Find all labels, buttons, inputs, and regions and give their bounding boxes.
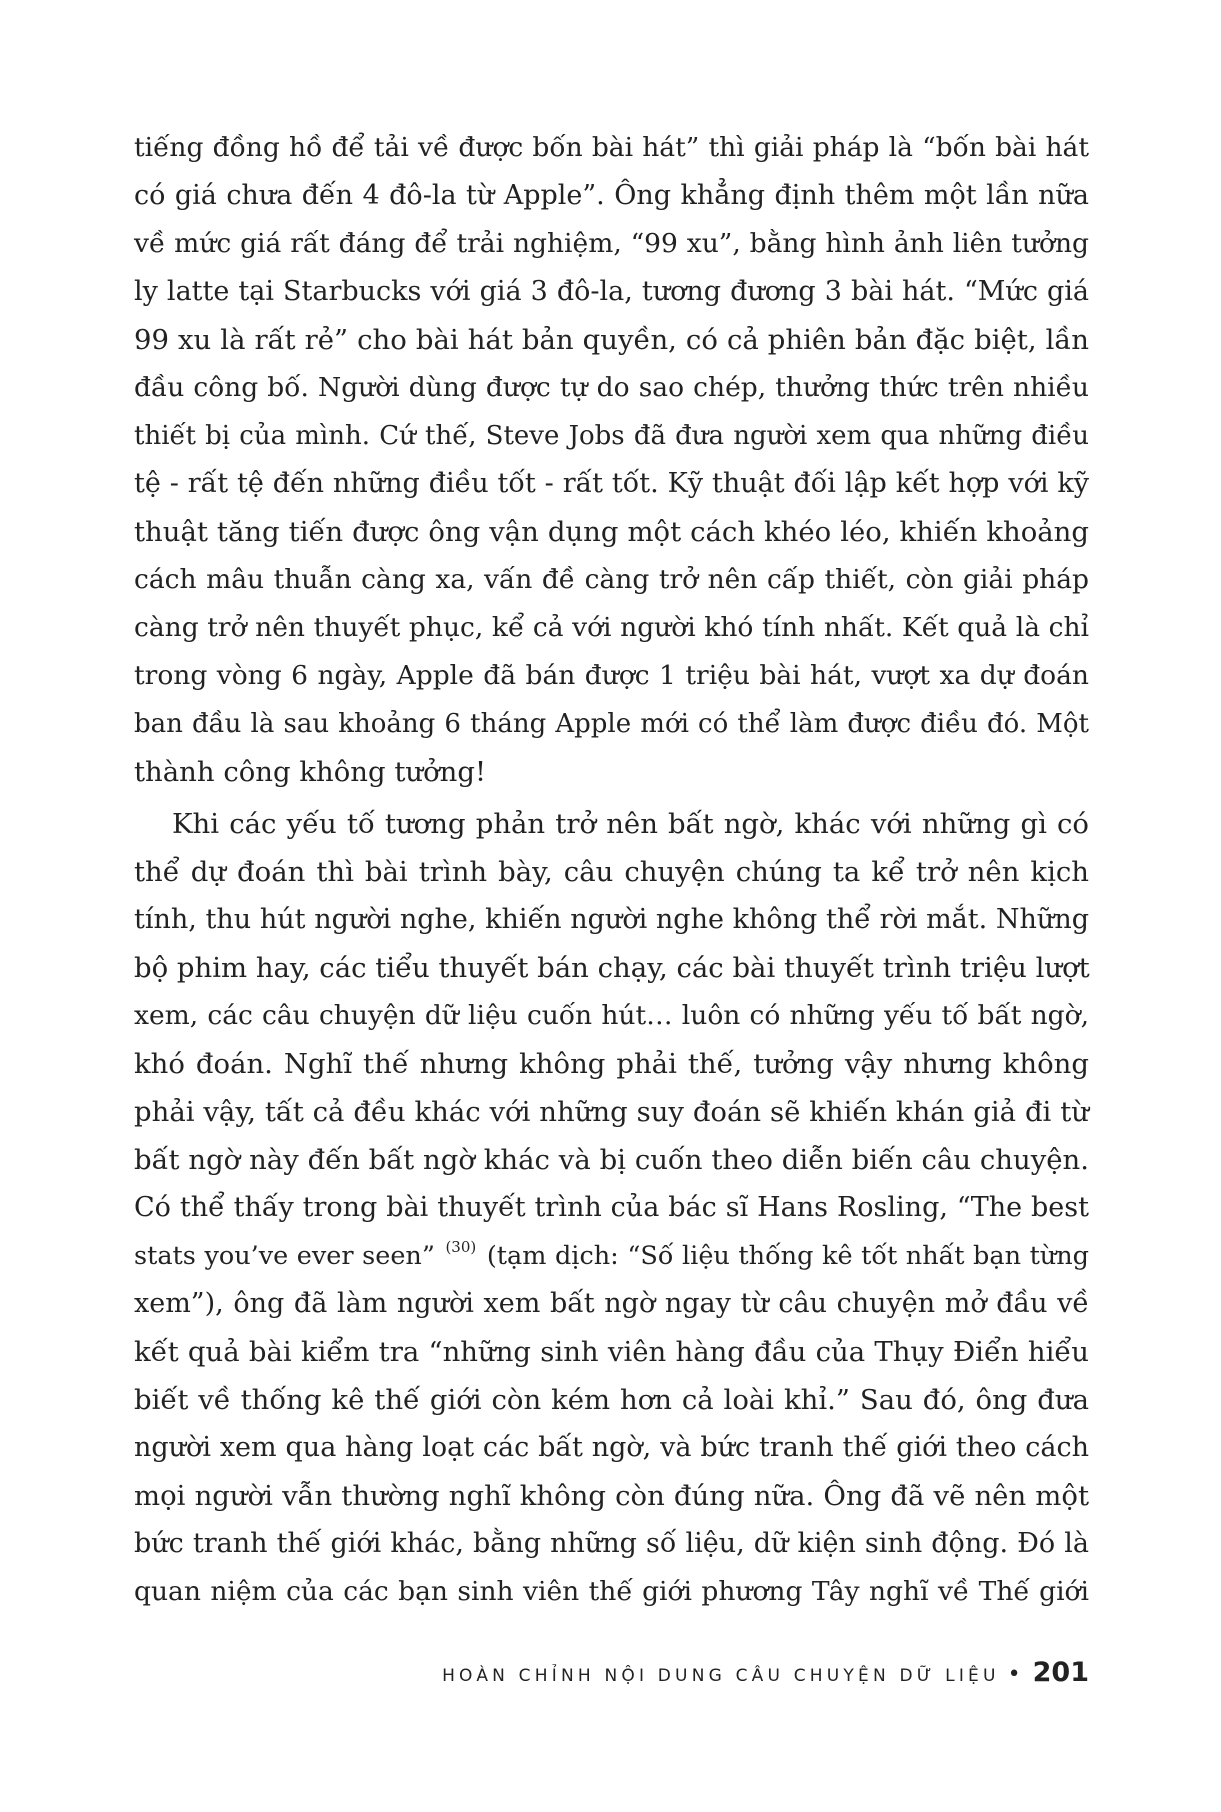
paragraph-2	[134, 800, 1089, 1616]
text-line: về mức giá rất đáng để trải nghiệm, “99 xu”, bằng hình ảnh liên tưởng	[134, 228, 1089, 259]
page-footer	[442, 1653, 1089, 1693]
text-line: tiếng đồng hồ để tải về được bốn bài hát” thì giải pháp là “bốn bài hát	[134, 132, 1089, 163]
page-number: 201	[1032, 1657, 1089, 1688]
text-line: đầu công bố. Người dùng được tự do sao chép, thưởng thức trên nhiều	[134, 372, 1089, 403]
text-line: thành công không tưởng!	[134, 756, 487, 788]
text-line: ly latte tại Starbucks với giá 3 đô-la, tương đương 3 bài hát. “Mức giá	[134, 276, 1089, 307]
text-line: khó đoán. Nghĩ thế nhưng không phải thế, tưởng vậy nhưng không	[134, 1048, 1089, 1080]
text-line: Có thể thấy trong bài thuyết trình của bác sĩ Hans Rosling, “The best	[134, 1192, 1089, 1223]
text-line: mọi người vẫn thường nghĩ không còn đúng nữa. Ông đã vẽ nên một	[134, 1480, 1089, 1512]
text-line: thể dự đoán thì bài trình bày, câu chuyện chúng ta kể trở nên kịch	[134, 856, 1089, 888]
text-line: phải vậy, tất cả đều khác với những suy đoán sẽ khiến khán giả đi từ	[134, 1096, 1089, 1128]
text-line: cách mâu thuẫn càng xa, vấn đề càng trở nên cấp thiết, còn giải pháp	[134, 564, 1089, 595]
text-line-with-footnote	[134, 1232, 1089, 1280]
text-line: tính, thu hút người nghe, khiến người nghe không thể rời mắt. Những	[134, 904, 1089, 935]
text-line: có giá chưa đến 4 đô-la từ Apple”. Ông khẳng định thêm một lần nữa	[134, 180, 1089, 211]
text-line: tệ - rất tệ đến những điều tốt - rất tốt. Kỹ thuật đối lập kết hợp với kỹ	[134, 468, 1089, 499]
text-line: người xem qua hàng loạt các bất ngờ, và bức tranh thế giới theo cách	[134, 1432, 1089, 1463]
text-line: bức tranh thế giới khác, bằng những số liệu, dữ kiện sinh động. Đó là	[134, 1528, 1089, 1559]
text-line: thuật tăng tiến được ông vận dụng một cách khéo léo, khiến khoảng	[134, 516, 1089, 548]
footnote-reference: (30)	[445, 1238, 477, 1256]
text-line: 99 xu là rất rẻ” cho bài hát bản quyền, có cả phiên bản đặc biệt, lần	[134, 324, 1089, 356]
text-line: thiết bị của mình. Cứ thế, Steve Jobs đã đưa người xem qua những điều	[134, 421, 1089, 451]
text-line: ban đầu là sau khoảng 6 tháng Apple mới có thể làm được điều đó. Một	[134, 709, 1089, 739]
text-line: xem, các câu chuyện dữ liệu cuốn hút… luôn có những yếu tố bất ngờ,	[134, 1000, 1089, 1031]
text-fragment: stats you’ve ever seen”	[134, 1241, 435, 1271]
text-line: bộ phim hay, các tiểu thuyết bán chạy, các bài thuyết trình triệu lượt	[134, 952, 1090, 984]
text-line: trong vòng 6 ngày, Apple đã bán được 1 triệu bài hát, vượt xa dự đoán	[134, 660, 1089, 691]
bullet-separator: •	[1007, 1662, 1021, 1687]
text-fragment: (tạm dịch: “Số liệu thống kê tốt nhất bạn từng	[486, 1241, 1089, 1271]
text-line: kết quả bài kiểm tra “những sinh viên hàng đầu của Thụy Điển hiểu	[134, 1336, 1089, 1368]
text-line: bất ngờ này đến bất ngờ khác và bị cuốn theo diễn biến câu chuyện.	[134, 1144, 1089, 1176]
text-line: càng trở nên thuyết phục, kể cả với người khó tính nhất. Kết quả là chỉ	[134, 612, 1089, 643]
body-text	[134, 124, 1089, 1616]
text-line: quan niệm của các bạn sinh viên thế giới phương Tây nghĩ về Thế giới	[134, 1576, 1089, 1607]
text-line: biết về thống kê thế giới còn kém hơn cả loài khỉ.” Sau đó, ông đưa	[134, 1384, 1089, 1416]
text-line: xem”), ông đã làm người xem bất ngờ ngay từ câu chuyện mở đầu về	[134, 1288, 1089, 1319]
paragraph-1	[134, 124, 1089, 796]
text-line: Khi các yếu tố tương phản trở nên bất ngờ, khác với những gì có	[172, 808, 1089, 840]
running-head: HOÀN CHỈNH NỘI DUNG CÂU CHUYỆN DỮ LIỆU	[442, 1666, 1000, 1686]
